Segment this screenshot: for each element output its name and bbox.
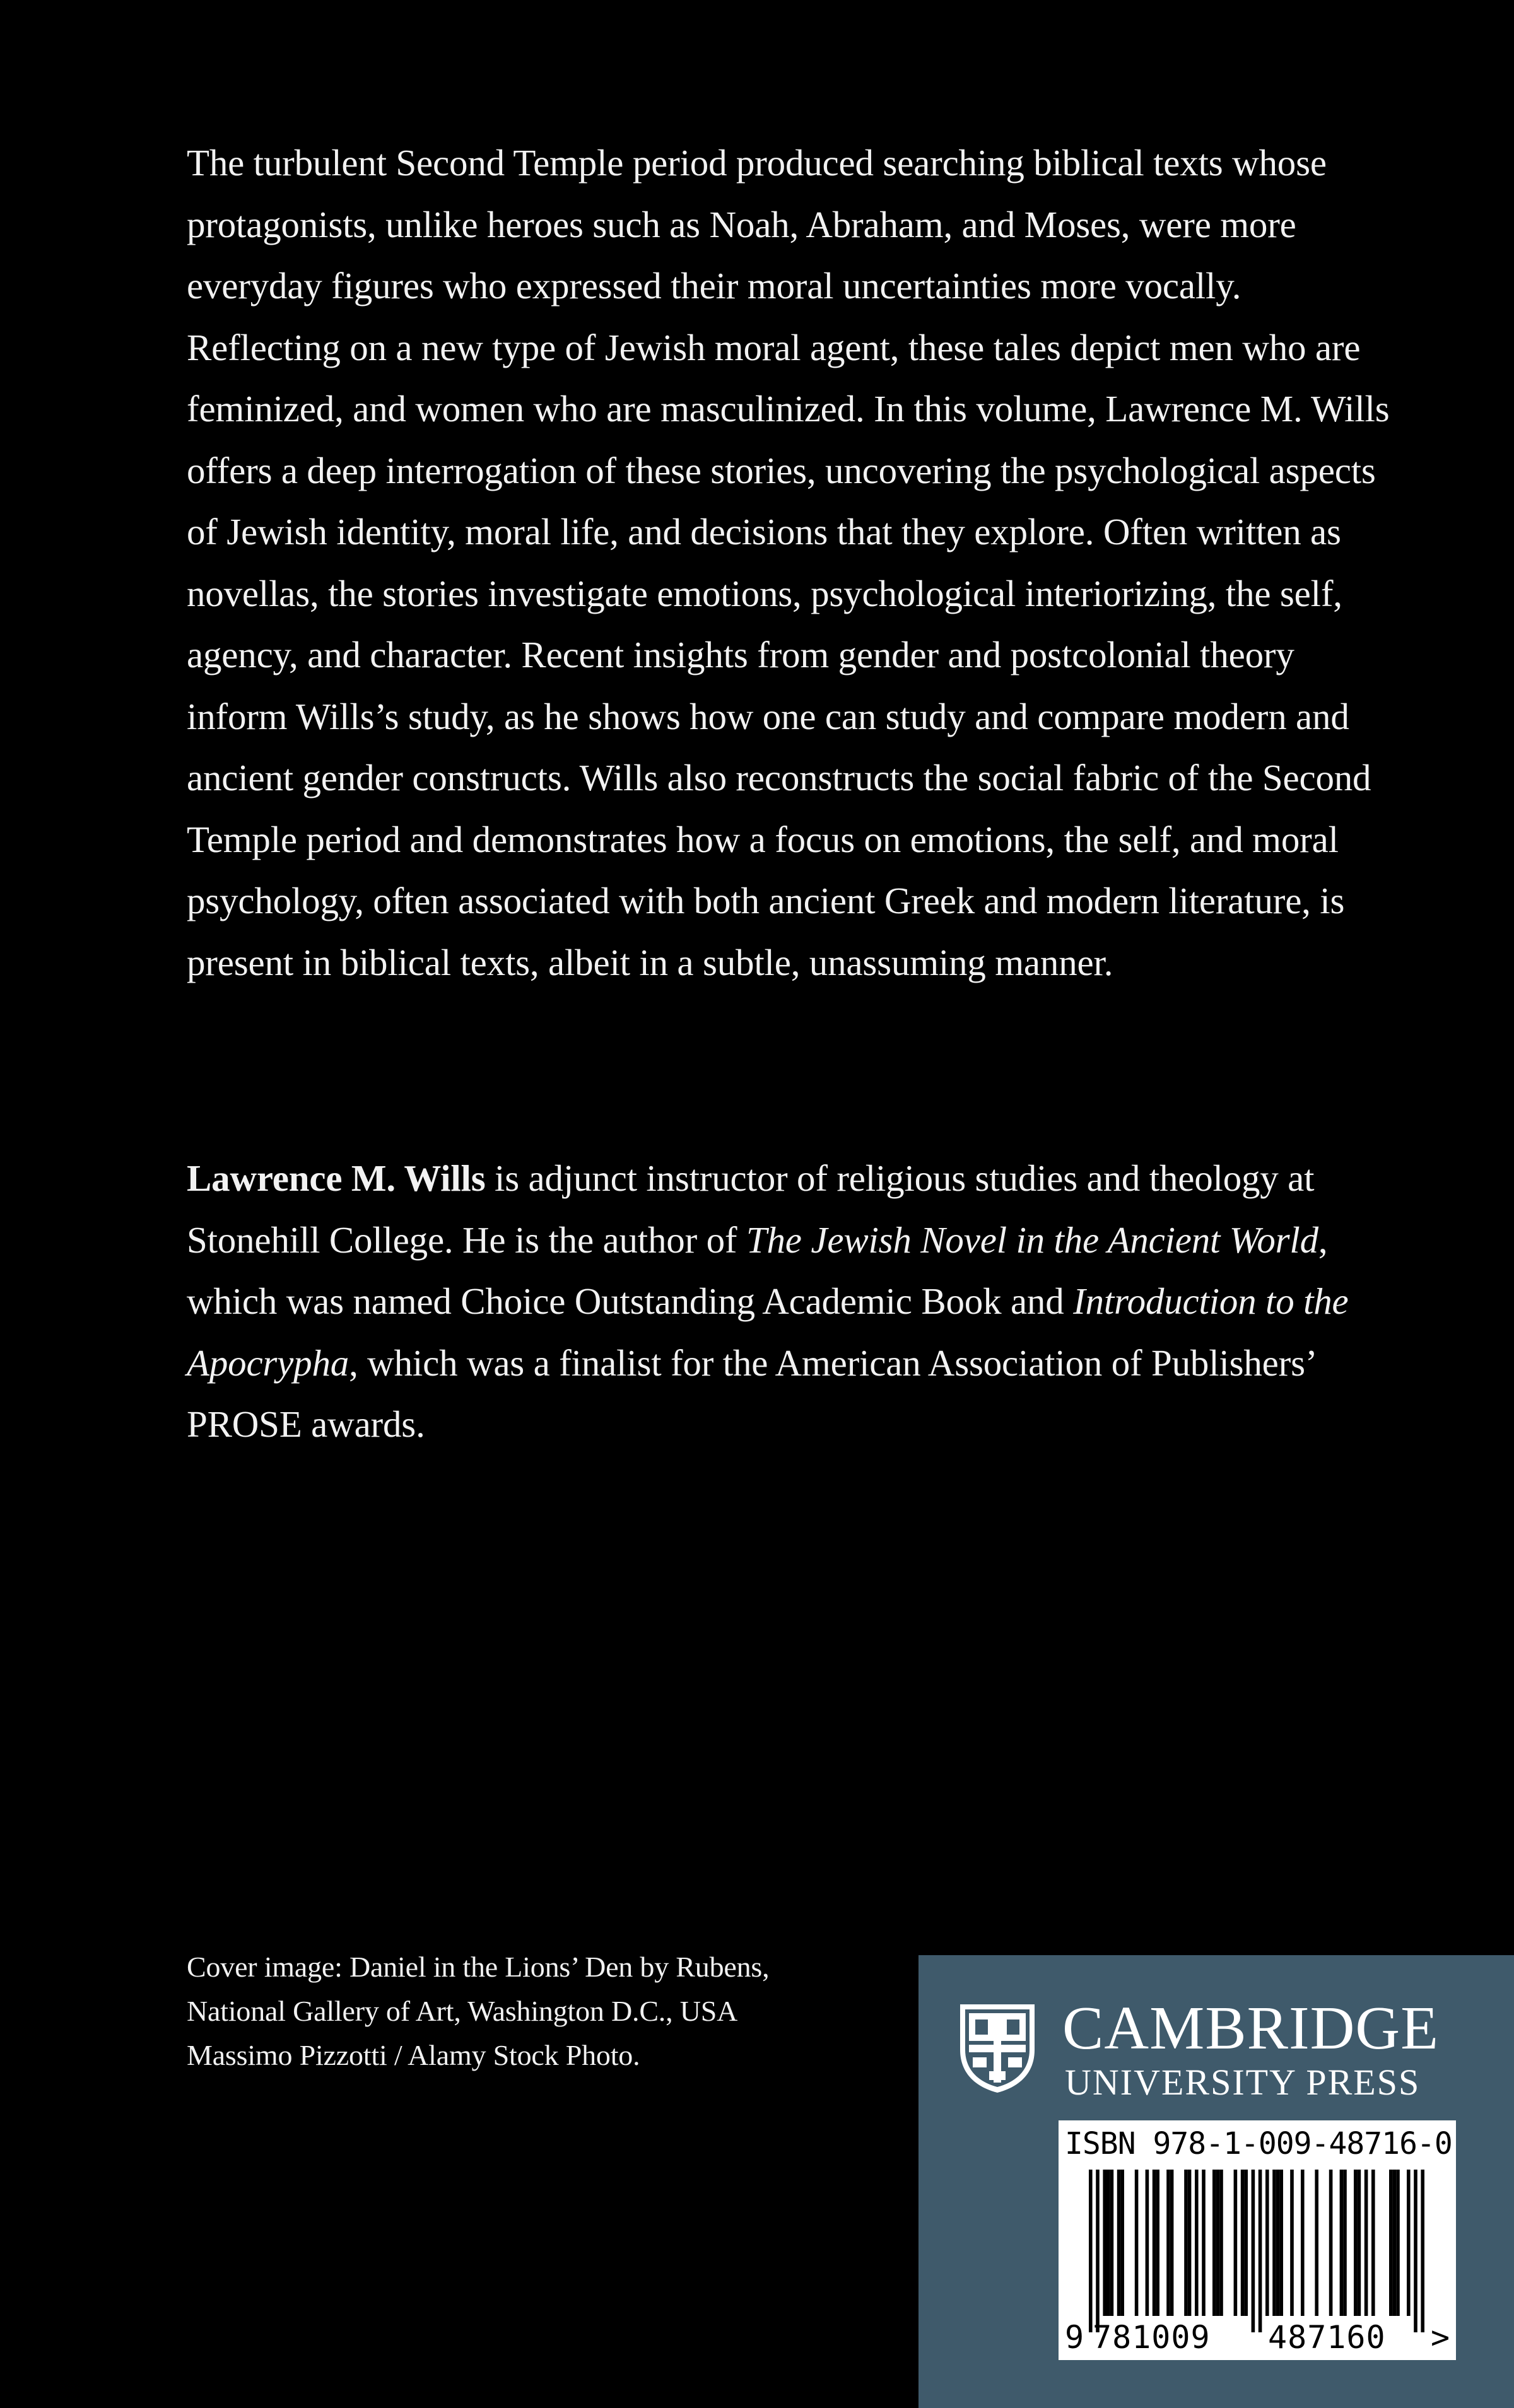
- bio-text-2: , which was named Choice Outstanding Academic Book and: [187, 1219, 1328, 1322]
- publisher-panel: [918, 1955, 1514, 2408]
- barcode-bar: [1279, 2170, 1283, 2316]
- barcode-guard-bar: [1421, 2170, 1424, 2332]
- barcode-digit-first: 9: [1065, 2319, 1084, 2356]
- barcode-bar: [1241, 2170, 1245, 2316]
- barcode-guard-bar: [1089, 2170, 1093, 2332]
- barcode-bar: [1166, 2170, 1170, 2316]
- barcode-bar: [1219, 2170, 1223, 2316]
- barcode-bar: [1244, 2170, 1248, 2316]
- barcode-bar: [1156, 2170, 1159, 2316]
- bio-text-3: , which was a finalist for the American Association of Publishers’ PROSE awards.: [187, 1341, 1315, 1445]
- barcode-bar: [1340, 2170, 1344, 2316]
- barcode-digits: [1059, 2317, 1456, 2358]
- isbn-barcode: [1059, 2120, 1456, 2360]
- barcode-bar: [1184, 2170, 1188, 2316]
- credit-text: Cover image: Daniel in the Lions’ Den by Rubens, National Gallery of Art, Washington D.C., USA Massimo Pizzotti / Alamy Stock Photo.: [187, 1951, 770, 2071]
- barcode-digits-left: 781009: [1093, 2319, 1211, 2356]
- book-description: [187, 132, 1398, 993]
- author-name: Lawrence M. Wills: [187, 1157, 486, 1199]
- barcode-bar: [1343, 2170, 1347, 2316]
- barcode-bar: [1110, 2170, 1114, 2316]
- barcode-guard-bar: [1414, 2170, 1417, 2332]
- barcode-bar: [1120, 2170, 1124, 2316]
- barcode-bar: [1371, 2170, 1375, 2316]
- barcode-bar: [1216, 2170, 1220, 2316]
- bio-text-1: is adjunct instructor of religious studies and theology at Stonehill College. He is the author of: [187, 1157, 1315, 1261]
- barcode-bar: [1272, 2170, 1276, 2316]
- cover-image-credit: [187, 1945, 805, 2078]
- barcode-bar: [1265, 2170, 1269, 2316]
- author-bio: [187, 1148, 1398, 1456]
- book-title-2: Introduction to the Apocrypha: [187, 1280, 1349, 1384]
- barcode-guard-bar: [1096, 2170, 1100, 2332]
- barcode-bar: [1103, 2170, 1106, 2316]
- barcode-bar: [1188, 2170, 1192, 2316]
- barcode-bar: [1276, 2170, 1280, 2316]
- barcode-bar: [1396, 2170, 1400, 2316]
- barcode-bar: [1315, 2170, 1318, 2316]
- barcode-bar: [1354, 2170, 1358, 2316]
- barcode-bar: [1407, 2170, 1411, 2316]
- barcode-bar: [1117, 2170, 1121, 2316]
- barcode-bar: [1195, 2170, 1199, 2316]
- barcode-bar: [1234, 2170, 1238, 2316]
- barcode-bar: [1358, 2170, 1361, 2316]
- barcode-bar: [1301, 2170, 1305, 2316]
- isbn-label: ISBN 978-1-009-48716-0: [1065, 2126, 1452, 2161]
- publisher-subtitle: UNIVERSITY PRESS: [1065, 2062, 1421, 2103]
- barcode-guard-bar: [1259, 2170, 1262, 2332]
- barcode-bar: [1329, 2170, 1333, 2316]
- barcode-bar: [1212, 2170, 1216, 2316]
- barcode-bar: [1146, 2170, 1149, 2316]
- barcode-bar: [1106, 2170, 1110, 2316]
- barcode-bar: [1364, 2170, 1368, 2316]
- barcode-bar: [1389, 2170, 1393, 2316]
- barcode-bar: [1170, 2170, 1174, 2316]
- barcode-digits-right: 487160: [1268, 2319, 1386, 2356]
- book-title-1: The Jewish Novel in the Ancient World: [746, 1219, 1318, 1261]
- barcode-bar: [1393, 2170, 1397, 2316]
- author-bio-paragraph: [187, 1148, 1398, 1456]
- barcode-bar: [1290, 2170, 1294, 2316]
- publisher-name: CAMBRIDGE: [1062, 1994, 1440, 2062]
- barcode-bar: [1202, 2170, 1206, 2316]
- barcode-guard-bar: [1252, 2170, 1255, 2332]
- barcode-bar: [1153, 2170, 1156, 2316]
- barcode-quiet-zone-arrow: >: [1431, 2319, 1450, 2356]
- cambridge-crest-icon: [956, 2001, 1038, 2095]
- barcode-bar: [1135, 2170, 1139, 2316]
- description-paragraph: The turbulent Second Temple period produced searching biblical texts whose protagonists, unlike heroes such as Noah, Abraham, and Moses, were more everyday figures who expressed their moral uncertainties more vocally. Reflecting on a new type of Jewish moral agent, these tales depict men who are feminized, and women who are masculinized. In this volume, Lawrence M. Wills offers a deep interrogation of these stories, uncovering the psychological aspects of Jewish identity, moral life, and decisions that they explore. Often written as novellas, the stories investigate emotions, psychological interiorizing, the self, agency, and character. Recent insights from gender and postcolonial theory inform Wills’s study, as he shows how one can study and compare modern and ancient gender constructs. Wills also reconstructs the social fabric of the Second Temple period and demonstrates how a focus on emotions, the self, and moral psychology, often associated with both ancient Greek and modern literature, is present in biblical texts, albeit in a subtle, unassuming manner.: [187, 142, 1390, 983]
